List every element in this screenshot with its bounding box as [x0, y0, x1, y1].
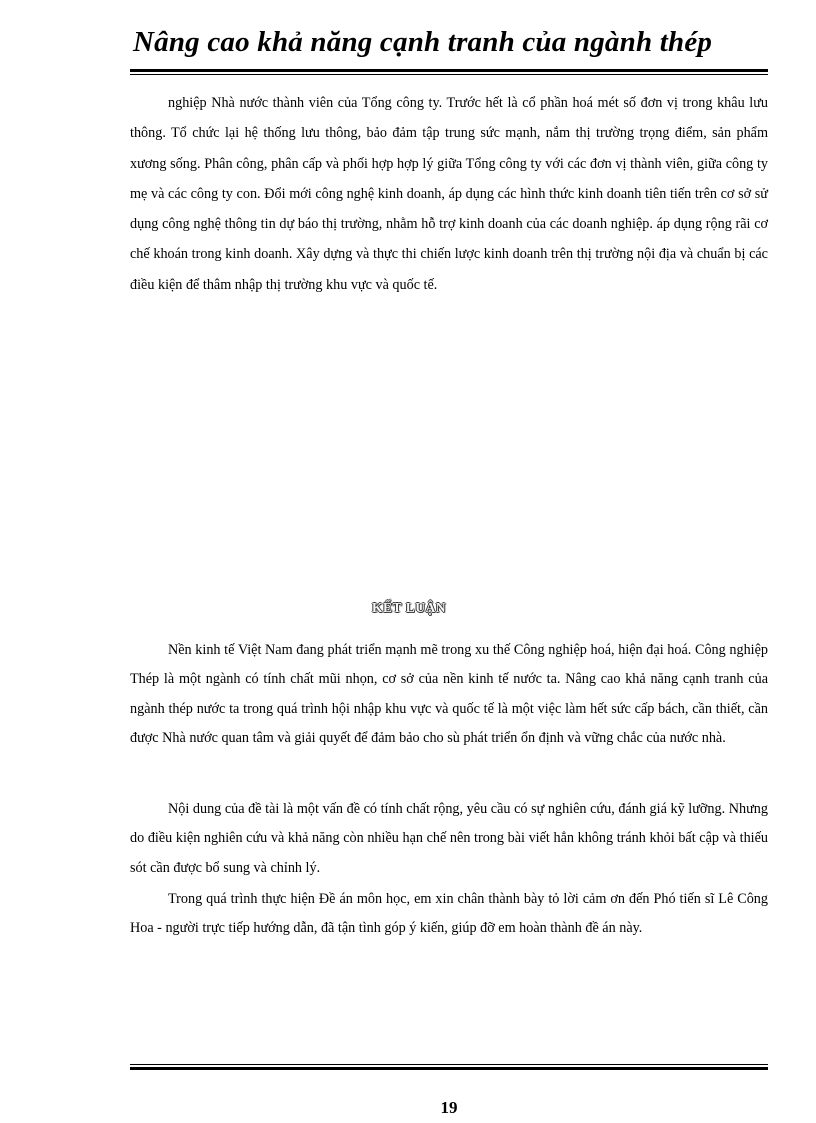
conclusion-paragraph: Nội dung của đề tài là một vấn đề có tính chất rộng, yêu cầu có sự nghiên cứu, đánh giá kỹ lưỡng. Nhưng do điều kiện nghiên cứu và khả năng còn nhiều hạn chế nên trong bài viết hẳn không tránh khỏi bất cập và thiếu sót cần được bổ sung và chỉnh lý. — [130, 801, 768, 876]
page-header-title: Nâng cao khả năng cạnh tranh của ngành thép — [133, 26, 713, 58]
conclusion-paragraph: Trong quá trình thực hiện Đề án môn học, em xin chân thành bày tỏ lời cảm ơn đến Phó tiến sĩ Lê Công Hoa - người trực tiếp hướng dẫn, đã tận tình góp ý kiến, giúp đỡ em hoàn thành đề án này. — [130, 891, 768, 937]
footer-rule-thin — [130, 1064, 768, 1065]
header-rule-thin — [130, 74, 768, 75]
header-rule-thick — [130, 69, 768, 72]
conclusion-heading: KẾT LUẬN — [372, 600, 446, 615]
body-paragraph: nghiệp Nhà nước thành viên của Tổng công ty. Trước hết là cổ phần hoá mét số đơn vị trong khâu lưu thông. Tổ chức lại hệ thống lưu thông, bảo đảm tập trung sức mạnh, nắm thị trường trọng điểm, sản phẩm xương sống. Phân công, phân cấp và phối hợp hợp lý giữa Tổng công ty với các đơn vị thành viên, giữa công ty mẹ và các công ty con. Đổi mới công nghệ kinh doanh, áp dụng các hình thức kinh doanh tiên tiến trên cơ sở sử dụng công nghệ thông tin dự báo thị trường, nhằm hỗ trợ kinh doanh của các doanh nghiệp. áp dụng rộng rãi cơ chế khoán trong kinh doanh. Xây dựng và thực thi chiến lược kinh doanh trên thị trường nội địa và chuẩn bị các điều kiện để thâm nhập thị trường khu vực và quốc tế. — [130, 95, 768, 293]
conclusion-paragraph: Nền kinh tế Việt Nam đang phát triển mạnh mẽ trong xu thế Công nghiệp hoá, hiện đại hoá. Công nghiệp Thép là một ngành có tính chất mũi nhọn, cơ sở của nền kinh tế nước ta. Nâng cao khả năng cạnh tranh của ngành thép nước ta trong quá trình hội nhập khu vực và quốc tế là một việc làm hết sức cấp bách, cần thiết, cần được Nhà nước quan tâm và giải quyết để đảm bảo cho sù phát triển ổn định và vững chắc của nước nhà. — [130, 642, 768, 746]
footer-rule-thick — [130, 1067, 768, 1070]
page-number: 19 — [440, 1098, 458, 1117]
